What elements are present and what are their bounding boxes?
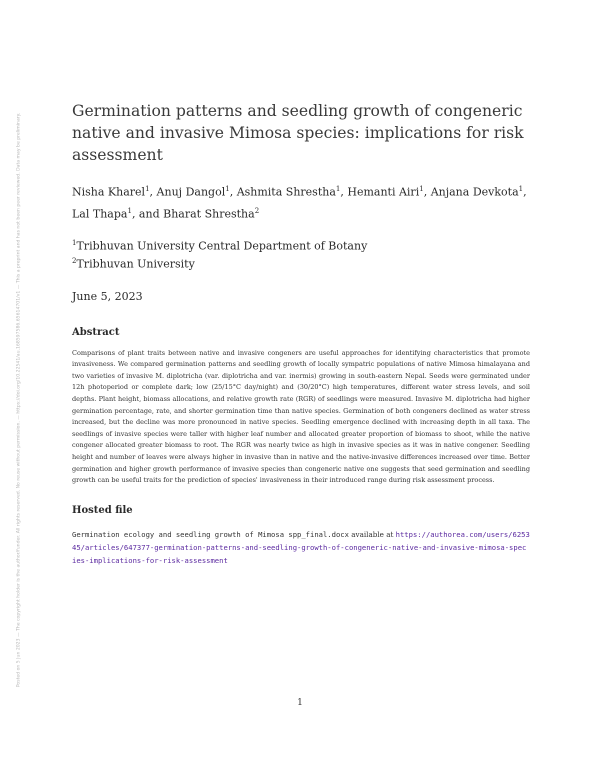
author-list [72,180,530,223]
author-name: Hemanti Airi [347,185,420,199]
hosted-file-block [72,528,530,567]
author-separator: , [149,185,157,199]
author-affiliation-mark: 1 [127,206,132,215]
author-name: Bharat Shrestha [163,207,255,221]
author-name: Anuj Dangol [156,185,226,199]
paper-body [72,100,530,567]
author-separator: , and [131,207,164,221]
author-separator: , [340,185,348,199]
page-number: 1 [297,698,303,708]
affiliation-item [72,254,530,272]
publication-date: June 5, 2023 [72,289,143,303]
hosted-file-name: Germination ecology and seedling growth of Mimosa spp_final.docx [72,529,349,539]
affiliation-text: Tribhuvan University [76,257,195,271]
paper-title: Germination patterns and seedling growth of congeneric native and invasive Mimosa species: implications for risk assessment [72,102,524,164]
affiliation-text: Tribhuvan University Central Department of Botany [76,239,368,253]
hosted-available-text: available at [348,529,396,539]
author-affiliation-mark: 1 [518,185,524,193]
affiliation-number: 2 [72,256,77,265]
side-stamp-text: Posted on 5 Jun 2023 — The copyright holder is the author/funder. All rights reserved. No reuse without permission. — https://doi.org/10.22541/au.168597586.65614701/v1 — This a preprint and has not been peer reviewed. Data may be preliminary. [16,112,22,688]
affiliation-list [72,236,530,271]
affiliation-item [72,236,530,254]
abstract-text: Comparisons of plant traits between native and invasive congeners are useful approaches for identifying characteristics that promote invasiveness. We compared germination patterns and seedling growth of locally sympatric populations of native Mimosa himalayana and two varieties of invasive M. diplotricha (var. diplotricha and var. inermis) growing in south-eastern Nepal. Seeds were germinated under 12h photoperiod or complete dark; low (25/15°C day/night) and (30/20°C) high temperatures, different water stress levels, and soil depths. Plant height, biomass allocations, and relative growth rate (RGR) of seedlings were measured. Invasive M. diplotricha had higher germination percentage, rate, and shorter germination time than native species. Germination of both congeners declined as water stress increased, but the decline was more pronounced in native species. Seedling emergence declined with increasing depth in all taxa. The seedlings of invasive species were taller with higher leaf number and allocated greater proportion of biomass to shoot, while the native congener allocated greater biomass to root. The RGR was nearly twice as high in invasive species as it was in native congener. Seedling height and number of leaves were always higher in invasive than in native and the native-invasive differences increased over time. Better germination and higher growth performance of invasive species than congeneric native one suggests that seed germination and seedling growth can be useful traits for the prediction of species' invasiveness in their introduced range during risk assessment process. [72,348,530,485]
author-separator: , [423,185,431,199]
abstract-heading: Abstract [72,326,120,338]
author-affiliation-mark: 1 [145,185,150,193]
preprint-side-stamp [14,90,24,710]
author-separator: , [523,185,527,199]
author-name: Anjana Devkota [430,185,519,199]
author-affiliation-mark: 1 [335,185,341,193]
author-name: Ashmita Shrestha [236,185,336,199]
author-affiliation-mark: 1 [419,185,424,193]
author-affiliation-mark: 2 [254,206,260,215]
author-name: Nisha Kharel [72,185,146,199]
author-separator: , [229,185,237,199]
hosted-file-link[interactable]: https://authorea.com/users/625345/articles/647377-germination-patterns-and-seedling-growth-of-congeneric-native-and-invasive-mimosa-species-implications-for-risk-assessment [72,529,530,565]
author-name: Lal Thapa [72,207,128,221]
hosted-file-heading: Hosted file [72,504,133,516]
author-affiliation-mark: 1 [225,185,230,193]
affiliation-number: 1 [72,239,77,248]
